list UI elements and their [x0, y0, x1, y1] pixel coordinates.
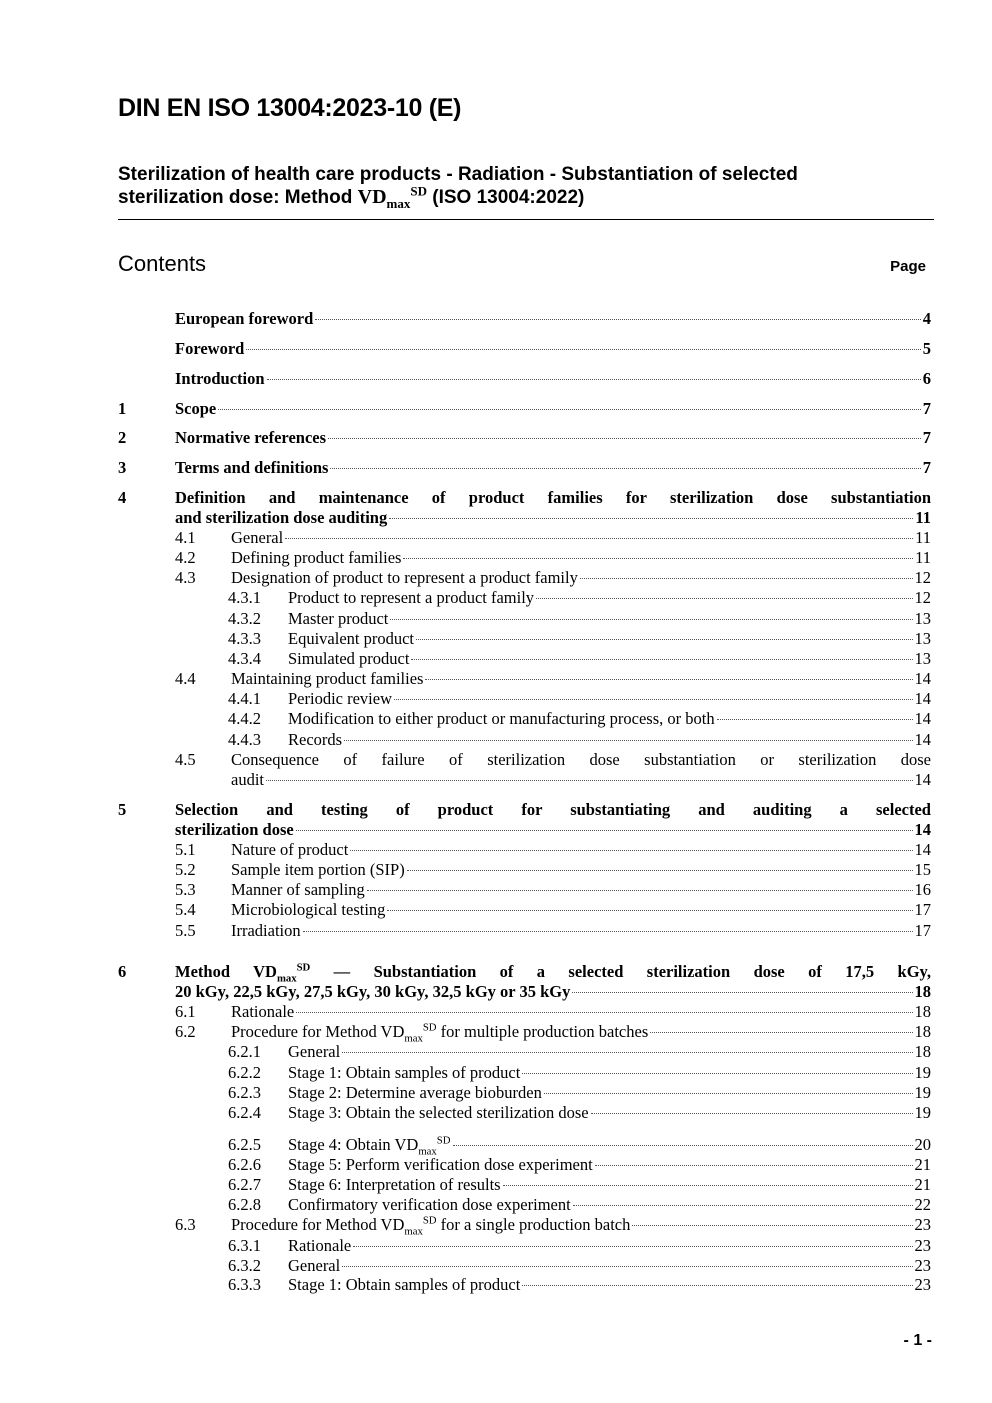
toc-title-line — [288, 689, 931, 709]
toc-entry[interactable] — [228, 1256, 931, 1276]
toc-title-line — [288, 609, 931, 629]
toc-title-line — [175, 399, 931, 419]
toc-number: 5.5 — [175, 921, 196, 940]
toc-title: sterilization dose — [175, 820, 294, 839]
toc-title: Equivalent product — [288, 629, 415, 648]
dot-leader — [403, 558, 913, 559]
toc-title-line — [175, 508, 931, 528]
toc-page-number: 13 — [914, 649, 931, 668]
toc-number: 5.1 — [175, 840, 196, 859]
toc-title-line — [288, 709, 931, 729]
toc-title: Nature of product — [231, 840, 349, 859]
toc-title: Designation of product to represent a product family — [231, 568, 578, 587]
title-divider — [118, 219, 934, 220]
toc-page-number: 13 — [914, 629, 931, 648]
toc-title: Stage 1: Obtain samples of product — [288, 1275, 521, 1294]
toc-page-number: 7 — [922, 458, 931, 477]
toc-page-number: 4 — [922, 309, 931, 328]
toc-entry[interactable] — [228, 1155, 931, 1175]
toc-title-line — [288, 1195, 931, 1215]
toc-title-line — [175, 458, 931, 478]
toc-page-number: 23 — [914, 1215, 931, 1234]
toc-page-number: 7 — [922, 399, 931, 418]
toc-title-line — [288, 1256, 931, 1276]
toc-number: 6.2.7 — [228, 1175, 261, 1194]
toc-page-number: 18 — [914, 1022, 931, 1041]
toc-title: Modification to either product or manufacturing process, or both — [288, 709, 715, 728]
toc-title-text: for multiple production batches — [436, 1022, 649, 1041]
toc-title: Product to represent a product family — [288, 588, 535, 607]
toc-title-line — [231, 1214, 931, 1238]
toc-entry[interactable] — [228, 730, 931, 750]
toc-title: General — [288, 1256, 341, 1275]
toc-entry[interactable] — [228, 588, 931, 608]
toc-number: 4.1 — [175, 528, 196, 547]
toc-title-line — [231, 548, 931, 568]
vd-text: VD — [253, 962, 277, 981]
toc-title: Irradiation — [231, 921, 301, 940]
toc-page-number: 17 — [914, 900, 931, 919]
page-number: - 1 - — [903, 1332, 932, 1349]
max-subscript: max — [404, 1032, 423, 1045]
toc-title: Master product — [288, 609, 389, 628]
toc-page-number: 11 — [915, 528, 931, 547]
dot-leader — [580, 578, 913, 579]
dot-leader — [390, 619, 912, 620]
toc-page-number: 14 — [914, 840, 931, 859]
toc-page-number: 13 — [914, 609, 931, 628]
page-column-label: Page — [890, 258, 926, 275]
toc-title: Stage 3: Obtain the selected sterilization dose — [288, 1103, 589, 1122]
toc-entry[interactable] — [175, 840, 931, 860]
toc-page-number: 17 — [914, 921, 931, 940]
toc-title: Confirmatory verification dose experiment — [288, 1195, 571, 1214]
toc-number: 4.3.3 — [228, 629, 261, 648]
dot-leader — [591, 1113, 913, 1114]
toc-title: Stage 5: Perform verification dose experiment — [288, 1155, 593, 1174]
toc-number: 6.2.1 — [228, 1042, 261, 1061]
dot-leader — [573, 1205, 913, 1206]
toc-number: 4.3.1 — [228, 588, 261, 607]
toc-title — [231, 1021, 649, 1045]
toc-page-number: 5 — [922, 339, 931, 358]
dot-leader — [536, 598, 912, 599]
toc-title-line — [231, 528, 931, 548]
toc-entry[interactable] — [228, 649, 931, 669]
toc-title-line — [231, 669, 931, 689]
toc-page-number: 14 — [914, 770, 931, 789]
toc-title — [288, 1134, 451, 1158]
toc-number: 4.4.3 — [228, 730, 261, 749]
dot-leader — [267, 379, 921, 380]
toc-number: 6.2.4 — [228, 1103, 261, 1122]
subtitle-text: (ISO 13004:2022) — [426, 187, 585, 208]
toc-page-number: 22 — [914, 1195, 931, 1214]
toc-page-number: 6 — [922, 369, 931, 388]
toc-number: 4.3.4 — [228, 649, 261, 668]
dot-leader — [595, 1165, 913, 1166]
toc-title: Terms and definitions — [175, 458, 329, 477]
contents-heading: Contents — [118, 251, 207, 276]
dot-leader — [344, 740, 912, 741]
toc-page-number: 11 — [915, 508, 931, 527]
toc-title-line-1: Consequence of failure of sterilization dose substantiation or sterilization dose — [231, 750, 931, 769]
dot-leader — [296, 1012, 912, 1013]
toc-title: Normative references — [175, 428, 327, 447]
sd-superscript: SD — [296, 961, 311, 974]
toc-title-line-1 — [175, 961, 931, 985]
toc-title-line — [231, 840, 931, 860]
toc-title: European foreword — [175, 309, 314, 328]
toc-entry[interactable] — [175, 1214, 931, 1238]
vd-text: VD — [380, 1215, 405, 1234]
dot-leader — [342, 1052, 912, 1053]
toc-page-number: 11 — [915, 548, 931, 567]
toc-page-number: 19 — [914, 1103, 931, 1122]
dot-leader — [407, 870, 913, 871]
toc-title-line-1: Selection and testing of product for substantiating and auditing a selected — [175, 800, 931, 819]
toc-title-line — [231, 770, 931, 790]
dot-leader — [296, 830, 913, 831]
dot-leader — [303, 931, 913, 932]
toc-title-line — [231, 880, 931, 900]
toc-number: 4 — [118, 488, 127, 507]
toc-entry[interactable] — [118, 399, 931, 419]
document-id: DIN EN ISO 13004:2023-10 (E) — [118, 94, 462, 122]
sd-superscript: SD — [436, 1134, 451, 1147]
toc-title-line — [175, 369, 931, 389]
toc-entry[interactable] — [228, 709, 931, 729]
toc-title-line — [288, 588, 931, 608]
toc-title-text: Procedure for Method — [231, 1215, 381, 1234]
toc-number: 6.2 — [175, 1022, 196, 1041]
dot-leader — [522, 1285, 912, 1286]
max-subscript: max — [418, 1145, 437, 1158]
toc-title-line — [288, 1083, 931, 1103]
toc-entry[interactable] — [118, 369, 931, 389]
dot-leader — [522, 1073, 912, 1074]
toc-title-line — [231, 1002, 931, 1022]
toc-page-number: 12 — [914, 588, 931, 607]
vdmax-symbol — [394, 1134, 451, 1158]
toc-entry[interactable] — [175, 548, 931, 568]
toc-title-line — [288, 1103, 931, 1123]
dot-leader — [411, 659, 912, 660]
toc-title: Sample item portion (SIP) — [231, 860, 405, 879]
toc-title-line — [288, 1236, 931, 1256]
toc-entry[interactable] — [228, 1134, 931, 1158]
toc-number: 4.3.2 — [228, 609, 261, 628]
toc-title: General — [231, 528, 284, 547]
toc-title: Stage 1: Obtain samples of product — [288, 1063, 521, 1082]
toc-entry[interactable] — [175, 750, 931, 790]
dot-leader — [503, 1185, 913, 1186]
toc-page-number: 18 — [914, 1042, 931, 1061]
toc-title-line — [288, 1175, 931, 1195]
max-subscript: max — [404, 1225, 423, 1238]
dot-leader — [394, 699, 912, 700]
toc-title: Periodic review — [288, 689, 393, 708]
toc-entry[interactable] — [228, 1103, 931, 1123]
sd-superscript: SD — [422, 1021, 437, 1034]
toc-title-text: Method — [175, 962, 254, 981]
toc-entry[interactable] — [118, 800, 931, 840]
toc-title: Manner of sampling — [231, 880, 365, 899]
dot-leader — [389, 518, 913, 519]
toc-entry[interactable] — [175, 900, 931, 920]
toc-title-line — [175, 309, 931, 329]
dot-leader — [416, 639, 912, 640]
toc-title-line — [231, 1021, 931, 1045]
toc-number: 2 — [118, 428, 127, 447]
toc-title — [231, 1214, 631, 1238]
toc-page-number: 23 — [914, 1275, 931, 1294]
vdmax-symbol — [380, 1021, 437, 1045]
toc-page-number: 21 — [914, 1175, 931, 1194]
toc-number: 6.2.5 — [228, 1135, 261, 1154]
toc-entry[interactable] — [175, 880, 931, 900]
toc-title-line — [288, 1063, 931, 1083]
toc-title-line — [288, 1275, 931, 1295]
toc-page-number: 16 — [914, 880, 931, 899]
subtitle-text: sterilization dose: Method — [118, 187, 358, 208]
toc-title-line — [288, 629, 931, 649]
toc-title: Rationale — [231, 1002, 295, 1021]
toc-entry[interactable] — [118, 458, 931, 478]
toc-number: 6.3.2 — [228, 1256, 261, 1275]
dot-leader — [330, 468, 920, 469]
toc-title-line — [288, 649, 931, 669]
toc-entry[interactable] — [118, 339, 931, 359]
toc-page-number: 12 — [914, 568, 931, 587]
toc-page-number: 7 — [922, 428, 931, 447]
dot-leader — [544, 1093, 913, 1094]
toc-number: 4.4 — [175, 669, 196, 688]
dot-leader — [218, 409, 921, 410]
toc-title-line — [175, 982, 931, 1002]
toc-title-text: Procedure for Method — [231, 1022, 381, 1041]
toc-page-number: 15 — [914, 860, 931, 879]
vd-text: VD — [394, 1135, 419, 1154]
toc-title: 20 kGy, 22,5 kGy, 27,5 kGy, 30 kGy, 32,5 kGy or 35 kGy — [175, 982, 571, 1001]
toc-page-number: 14 — [914, 689, 931, 708]
toc-entry[interactable] — [228, 689, 931, 709]
toc-number: 4.3 — [175, 568, 196, 587]
toc-number: 6.2.6 — [228, 1155, 261, 1174]
toc-title-line — [288, 730, 931, 750]
toc-title-line — [175, 428, 931, 448]
max-subscript: max — [276, 972, 297, 985]
toc-number: 5.4 — [175, 900, 196, 919]
toc-entry[interactable] — [228, 1083, 931, 1103]
toc-number: 3 — [118, 458, 127, 477]
toc-title-line — [231, 568, 931, 588]
toc-number: 4.2 — [175, 548, 196, 567]
toc-title-text: for a single production batch — [436, 1215, 631, 1234]
toc-entry[interactable] — [175, 669, 931, 689]
vdmax-symbol — [253, 961, 311, 985]
toc-title: Microbiological testing — [231, 900, 386, 919]
dot-leader — [315, 319, 920, 320]
toc-entry[interactable] — [228, 1195, 931, 1215]
toc-number: 6.1 — [175, 1002, 196, 1021]
dot-leader — [350, 850, 912, 851]
toc-number: 6.3 — [175, 1215, 196, 1234]
toc-entry[interactable] — [118, 962, 931, 1002]
toc-title-line — [175, 820, 931, 840]
toc-entry[interactable] — [175, 528, 931, 548]
toc-title: Rationale — [288, 1236, 352, 1255]
dot-leader — [328, 438, 921, 439]
toc-page-number: 18 — [914, 982, 931, 1001]
sd-superscript: SD — [422, 1214, 437, 1227]
subtitle-line-1: Sterilization of health care products - Radiation - Substantiation of selected — [118, 164, 798, 185]
toc-title-line-1: Definition and maintenance of product families for sterilization dose substantiation — [175, 488, 931, 507]
toc-page-number: 14 — [914, 709, 931, 728]
toc-title: Simulated product — [288, 649, 410, 668]
toc-number: 6.2.8 — [228, 1195, 261, 1214]
dot-leader — [266, 780, 913, 781]
vd-text: VD — [380, 1022, 405, 1041]
toc-entry[interactable] — [228, 1175, 931, 1195]
dot-leader — [632, 1225, 912, 1226]
toc-title-line — [288, 1155, 931, 1175]
toc-title: Defining product families — [231, 548, 402, 567]
toc-entry[interactable] — [228, 609, 931, 629]
toc-page-number: 14 — [914, 730, 931, 749]
toc-number: 5.2 — [175, 860, 196, 879]
toc-number: 6.3.1 — [228, 1236, 261, 1255]
dot-leader — [285, 538, 913, 539]
toc-title: General — [288, 1042, 341, 1061]
toc-title: and sterilization dose auditing — [175, 508, 388, 527]
toc-title: Introduction — [175, 369, 265, 388]
dot-leader — [453, 1145, 913, 1146]
toc-page-number: 19 — [914, 1063, 931, 1082]
toc-title: Records — [288, 730, 343, 749]
dot-leader — [342, 1266, 912, 1267]
toc-page-number: 23 — [914, 1256, 931, 1275]
toc-entry[interactable] — [228, 629, 931, 649]
toc-title-line — [288, 1134, 931, 1158]
dot-leader — [353, 1246, 912, 1247]
toc-title-text: Stage 4: Obtain — [288, 1135, 395, 1154]
toc-entry[interactable] — [228, 1236, 931, 1256]
toc-title-text: — Substantiation of a selected sterilization dose of 17,5 kGy, — [310, 962, 931, 981]
dot-leader — [650, 1032, 912, 1033]
document-subtitle — [118, 163, 918, 209]
toc-number: 5 — [118, 800, 127, 819]
toc-title-line — [231, 921, 931, 941]
toc-title: Stage 2: Determine average bioburden — [288, 1083, 542, 1102]
toc-entry[interactable] — [228, 1063, 931, 1083]
toc-number: 4.4.2 — [228, 709, 261, 728]
toc-page-number: 23 — [914, 1236, 931, 1255]
dot-leader — [387, 910, 912, 911]
dot-leader — [572, 992, 912, 993]
toc-entry[interactable] — [118, 309, 931, 329]
toc-title: audit — [231, 770, 264, 789]
toc-entry[interactable] — [175, 1002, 931, 1022]
toc-title: Maintaining product families — [231, 669, 424, 688]
toc-entry[interactable] — [175, 1021, 931, 1045]
toc-title-line — [288, 1042, 931, 1062]
toc-title-line — [231, 900, 931, 920]
toc-number: 6.3.3 — [228, 1275, 261, 1294]
toc-title-line — [231, 860, 931, 880]
toc-page-number: 19 — [914, 1083, 931, 1102]
vdmax-symbol: $VD_{max}^{SD}$ — [357, 183, 427, 211]
dot-leader — [367, 890, 913, 891]
toc-entry[interactable] — [118, 428, 931, 448]
subtitle-line-2 — [118, 183, 918, 211]
toc-page-number: 14 — [914, 820, 931, 839]
dot-leader — [425, 679, 912, 680]
toc-page-number: 18 — [914, 1002, 931, 1021]
toc-title: Stage 6: Interpretation of results — [288, 1175, 501, 1194]
toc-entry[interactable] — [175, 860, 931, 880]
dot-leader — [717, 719, 913, 720]
toc-entry[interactable] — [175, 921, 931, 941]
dot-leader — [246, 349, 920, 350]
toc-entry[interactable] — [228, 1042, 931, 1062]
toc-number: 5.3 — [175, 880, 196, 899]
toc-number: 6.2.2 — [228, 1063, 261, 1082]
toc-entry[interactable] — [118, 488, 931, 528]
toc-page-number: 21 — [914, 1155, 931, 1174]
toc-number: 6 — [118, 962, 127, 981]
toc-title: Scope — [175, 399, 217, 418]
toc-page-number: 20 — [914, 1135, 931, 1154]
toc-entry[interactable] — [228, 1275, 931, 1295]
toc-number: 6.2.3 — [228, 1083, 261, 1102]
toc-number: 4.5 — [175, 750, 196, 769]
toc-title-line — [175, 339, 931, 359]
toc-number: 1 — [118, 399, 127, 418]
toc-page-number: 14 — [914, 669, 931, 688]
toc-title: Foreword — [175, 339, 245, 358]
toc-entry[interactable] — [175, 568, 931, 588]
vdmax-symbol — [380, 1214, 437, 1238]
toc-number: 4.4.1 — [228, 689, 261, 708]
